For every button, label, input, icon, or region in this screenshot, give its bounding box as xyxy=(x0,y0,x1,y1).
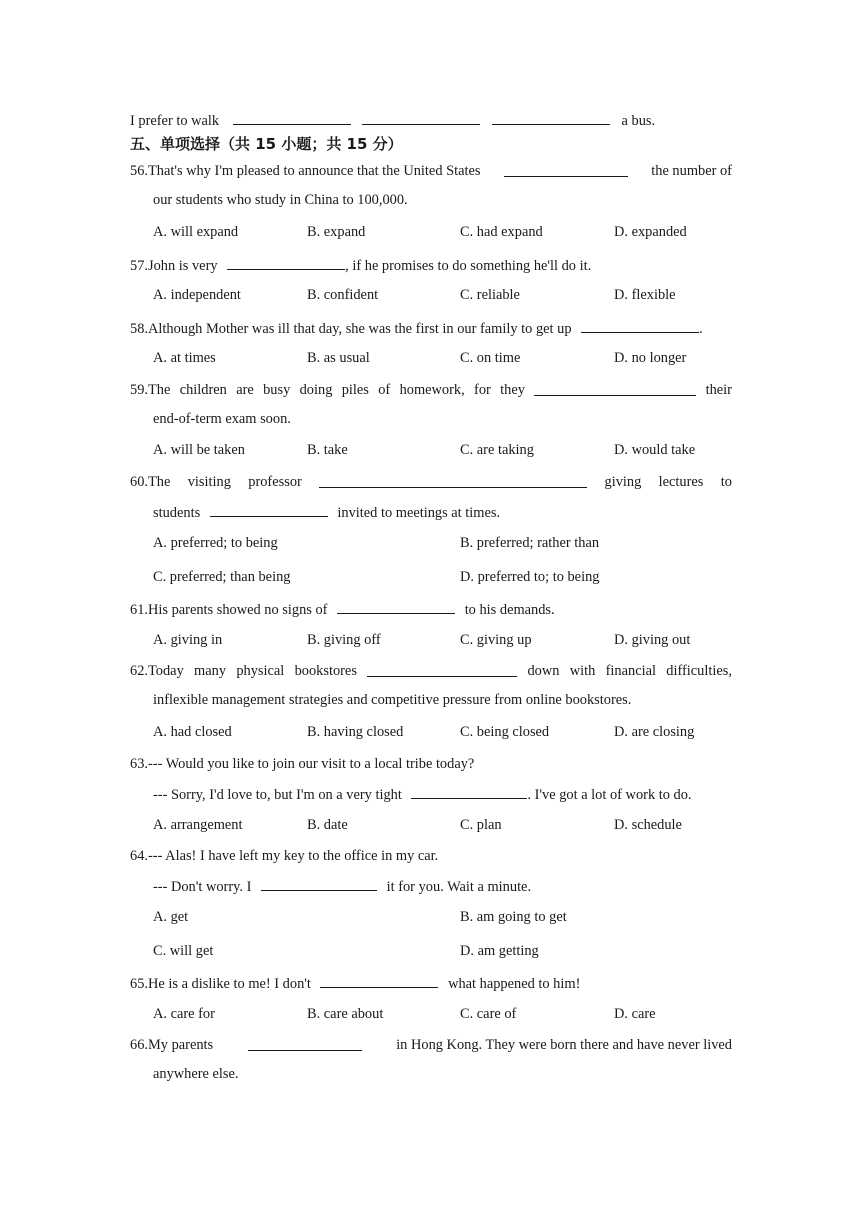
option-c: C. reliable xyxy=(460,287,520,303)
question-56: 56.That's why I'm pleased to announce that the United States the number of xyxy=(130,163,732,179)
option-a: A. giving in xyxy=(153,632,223,648)
question-number: 56. xyxy=(130,163,148,179)
question-61: 61.His parents showed no signs of to his demands. xyxy=(130,599,555,619)
question-number: 60. xyxy=(130,474,148,490)
question-text-cont: --- Don't worry. I it for you. Wait a minute. xyxy=(153,876,531,896)
option-a: A. will be taken xyxy=(153,442,245,458)
question-number: 64. xyxy=(130,848,148,864)
answer-blank xyxy=(210,502,328,517)
option-b: B. date xyxy=(307,817,348,833)
answer-blank xyxy=(233,110,351,125)
answer-blank xyxy=(534,381,696,396)
option-c: C. on time xyxy=(460,350,521,366)
question-text-cont: students invited to meetings at times. xyxy=(153,502,500,522)
answer-blank xyxy=(227,255,345,270)
option-d: D. care xyxy=(614,1006,656,1022)
option-b: B. am going to get xyxy=(460,909,567,925)
question-number: 58. xyxy=(130,321,148,337)
option-d: D. preferred to; to being xyxy=(460,569,600,585)
question-text-cont: inflexible management strategies and competitive pressure from online bookstores. xyxy=(153,692,632,708)
answer-blank xyxy=(248,1036,362,1051)
answer-blank xyxy=(581,318,699,333)
intro-text-after: a bus. xyxy=(621,113,656,129)
option-c: C. being closed xyxy=(460,724,550,740)
option-d: D. flexible xyxy=(614,287,676,303)
option-c: C. are taking xyxy=(460,442,534,458)
question-number: 62. xyxy=(130,663,148,679)
option-d: D. are closing xyxy=(614,724,695,740)
question-text: 56.That's why I'm pleased to announce that the United States xyxy=(130,163,481,179)
question-text-cont: our students who study in China to 100,000. xyxy=(153,192,408,208)
answer-blank xyxy=(337,599,455,614)
question-58: 58.Although Mother was ill that day, she was the first in our family to get up . xyxy=(130,318,703,338)
answer-blank xyxy=(492,110,610,125)
option-d: D. expanded xyxy=(614,224,687,240)
option-a: A. get xyxy=(153,909,189,925)
option-b: B. expand xyxy=(307,224,366,240)
answer-blank xyxy=(261,876,377,891)
question-63: 63.--- Would you like to join our visit to a local tribe today? xyxy=(130,756,475,772)
option-c: C. plan xyxy=(460,817,502,833)
question-number: 57. xyxy=(130,258,148,274)
question-number: 65. xyxy=(130,976,148,992)
option-c: C. had expand xyxy=(460,224,543,240)
answer-blank xyxy=(411,784,527,799)
question-64: 64.--- Alas! I have left my key to the office in my car. xyxy=(130,848,439,864)
question-60: 60.The visiting professor giving lectures to xyxy=(130,474,732,490)
option-a: A. independent xyxy=(153,287,241,303)
question-number: 61. xyxy=(130,602,148,618)
option-a: A. at times xyxy=(153,350,216,366)
option-b: B. confident xyxy=(307,287,379,303)
question-number: 59. xyxy=(130,382,148,398)
question-57: 57.John is very , if he promises to do something he'll do it. xyxy=(130,255,591,275)
option-c: C. preferred; than being xyxy=(153,569,291,585)
question-text-cont: end-of-term exam soon. xyxy=(153,411,291,427)
question-66: 66.My parents in Hong Kong. They were born there and have never lived xyxy=(130,1037,732,1053)
option-d: D. am getting xyxy=(460,943,539,959)
option-b: B. as usual xyxy=(307,350,370,366)
option-b: B. preferred; rather than xyxy=(460,535,600,551)
question-59: 59.The children are busy doing piles of homework, for they their xyxy=(130,382,732,398)
answer-blank xyxy=(367,662,517,677)
intro-line xyxy=(130,110,655,130)
option-a: A. care for xyxy=(153,1006,215,1022)
option-c: C. will get xyxy=(153,943,214,959)
option-d: D. schedule xyxy=(614,817,682,833)
answer-blank xyxy=(319,473,587,488)
option-b: B. care about xyxy=(307,1006,384,1022)
answer-blank xyxy=(320,973,438,988)
option-b: B. having closed xyxy=(307,724,404,740)
option-a: A. will expand xyxy=(153,224,239,240)
option-b: B. take xyxy=(307,442,348,458)
question-text-cont: anywhere else. xyxy=(153,1066,239,1082)
option-a: A. had closed xyxy=(153,724,232,740)
section-title: 五、单项选择（共 15 小题；共 15 分） xyxy=(130,135,403,153)
option-c: C. care of xyxy=(460,1006,517,1022)
answer-blank xyxy=(362,110,480,125)
option-d: D. no longer xyxy=(614,350,687,366)
option-d: D. giving out xyxy=(614,632,691,648)
option-a: A. arrangement xyxy=(153,817,243,833)
question-62: 62.Today many physical bookstores down with financial difficulties, xyxy=(130,663,732,679)
intro-text-before: I prefer to walk xyxy=(130,113,220,129)
option-b: B. giving off xyxy=(307,632,381,648)
question-65: 65.He is a dislike to me! I don't what happened to him! xyxy=(130,973,580,993)
question-number: 66. xyxy=(130,1037,148,1053)
option-a: A. preferred; to being xyxy=(153,535,278,551)
option-c: C. giving up xyxy=(460,632,532,648)
question-number: 63. xyxy=(130,756,148,772)
option-d: D. would take xyxy=(614,442,696,458)
question-text-cont: --- Sorry, I'd love to, but I'm on a very tight . I've got a lot of work to do. xyxy=(153,784,692,804)
answer-blank xyxy=(504,162,628,177)
